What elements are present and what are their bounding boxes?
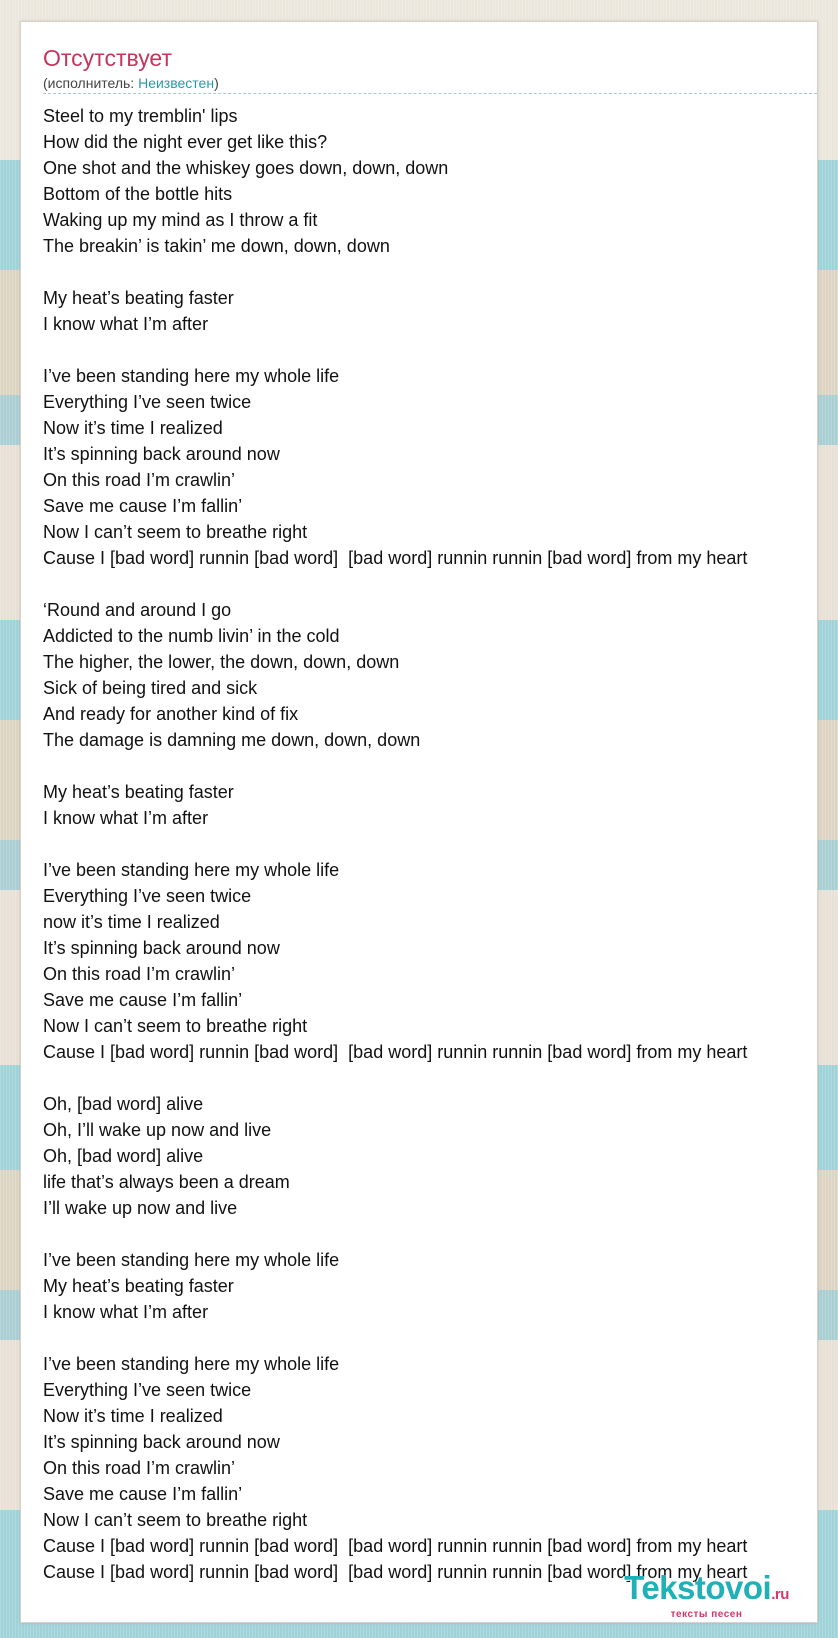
lyric-line: I know what I’m after — [43, 1302, 209, 1322]
lyric-line: I’ve been standing here my whole life — [43, 366, 340, 386]
logo-brand: Tekstovoi — [624, 1569, 772, 1606]
lyric-line: Now I can’t seem to breathe right — [43, 1016, 308, 1036]
lyric-line: Save me cause I’m fallin’ — [43, 1484, 243, 1504]
lyric-line: The damage is damning me down, down, down — [43, 730, 421, 750]
artist-line — [43, 73, 219, 93]
lyric-line: It’s spinning back around now — [43, 444, 280, 464]
lyric-line: I’ve been standing here my whole life — [43, 860, 340, 880]
lyric-line: I’ll wake up now and live — [43, 1198, 238, 1218]
artist-suffix: ) — [214, 75, 219, 91]
lyric-line: I’ve been standing here my whole life — [43, 1354, 340, 1374]
lyric-line: I’ve been standing here my whole life — [43, 1250, 340, 1270]
artist-prefix: (исполнитель: — [43, 75, 139, 91]
lyric-line: Sick of being tired and sick — [43, 678, 258, 698]
stanza-break — [43, 337, 818, 363]
logo-domain: .ru — [771, 1586, 789, 1603]
logo-wordmark — [604, 1570, 809, 1613]
lyric-line: Oh, I’ll wake up now and live — [43, 1120, 272, 1140]
lyric-line: The higher, the lower, the down, down, down — [43, 652, 400, 672]
lyric-line: It’s spinning back around now — [43, 1432, 280, 1452]
stanza-break — [43, 1325, 818, 1351]
lyric-line: It’s spinning back around now — [43, 938, 280, 958]
lyric-line: Now it’s time I realized — [43, 1406, 223, 1426]
stanza-break — [43, 571, 818, 597]
lyric-line: Now I can’t seem to breathe right — [43, 1510, 308, 1530]
lyric-line: Everything I’ve seen twice — [43, 392, 252, 412]
lyric-line: ‘Round and around I go — [43, 600, 232, 620]
lyric-line: My heat’s beating faster — [43, 782, 234, 802]
logo-tagline: тексты песен — [670, 1609, 743, 1620]
lyric-line: Bottom of the bottle hits — [43, 184, 233, 204]
stanza-break — [43, 831, 818, 857]
stanza-break — [43, 259, 818, 285]
lyric-line: now it’s time I realized — [43, 912, 220, 932]
stanza-break — [43, 753, 818, 779]
lyric-line: I know what I’m after — [43, 314, 209, 334]
lyrics-card — [20, 21, 818, 1623]
lyric-line: Cause I [bad word] runnin [bad word] [bad word] runnin runnin [bad word] from my heart — [43, 548, 748, 568]
lyric-line: On this road I’m crawlin’ — [43, 1458, 236, 1478]
lyric-line: Cause I [bad word] runnin [bad word] [bad word] runnin runnin [bad word] from my heart — [43, 1562, 748, 1582]
lyric-line: On this road I’m crawlin’ — [43, 470, 236, 490]
site-logo — [604, 1570, 809, 1628]
lyric-line: Everything I’ve seen twice — [43, 886, 252, 906]
lyric-line: Oh, [bad word] alive — [43, 1094, 204, 1114]
lyric-line: Everything I’ve seen twice — [43, 1380, 252, 1400]
lyric-line: life that’s always been a dream — [43, 1172, 290, 1192]
lyric-line: Addicted to the numb livin’ in the cold — [43, 626, 340, 646]
lyric-line: Now it’s time I realized — [43, 418, 223, 438]
stanza-break — [43, 1221, 818, 1247]
lyrics-text — [43, 103, 818, 1585]
title-divider — [43, 93, 817, 94]
lyric-line: Steel to my tremblin' lips — [43, 106, 238, 126]
stanza-break — [43, 1065, 818, 1091]
lyric-line: Now I can’t seem to breathe right — [43, 522, 308, 542]
lyric-line: I know what I’m after — [43, 808, 209, 828]
lyric-line: How did the night ever get like this? — [43, 132, 328, 152]
lyric-line: Save me cause I’m fallin’ — [43, 990, 243, 1010]
lyric-line: Cause I [bad word] runnin [bad word] [bad word] runnin runnin [bad word] from my heart — [43, 1536, 748, 1556]
lyric-line: My heat’s beating faster — [43, 1276, 234, 1296]
lyric-line: And ready for another kind of fix — [43, 704, 299, 724]
lyric-line: Oh, [bad word] alive — [43, 1146, 204, 1166]
lyric-line: The breakin’ is takin’ me down, down, down — [43, 236, 390, 256]
lyric-line: Waking up my mind as I throw a fit — [43, 210, 318, 230]
lyric-line: One shot and the whiskey goes down, down, down — [43, 158, 449, 178]
artist-link[interactable]: Неизвестен — [138, 75, 215, 91]
lyric-line: My heat’s beating faster — [43, 288, 234, 308]
lyric-line: Save me cause I’m fallin’ — [43, 496, 243, 516]
song-title: Отсутствует — [43, 45, 172, 71]
lyric-line: On this road I’m crawlin’ — [43, 964, 236, 984]
lyric-line: Cause I [bad word] runnin [bad word] [bad word] runnin runnin [bad word] from my heart — [43, 1042, 748, 1062]
